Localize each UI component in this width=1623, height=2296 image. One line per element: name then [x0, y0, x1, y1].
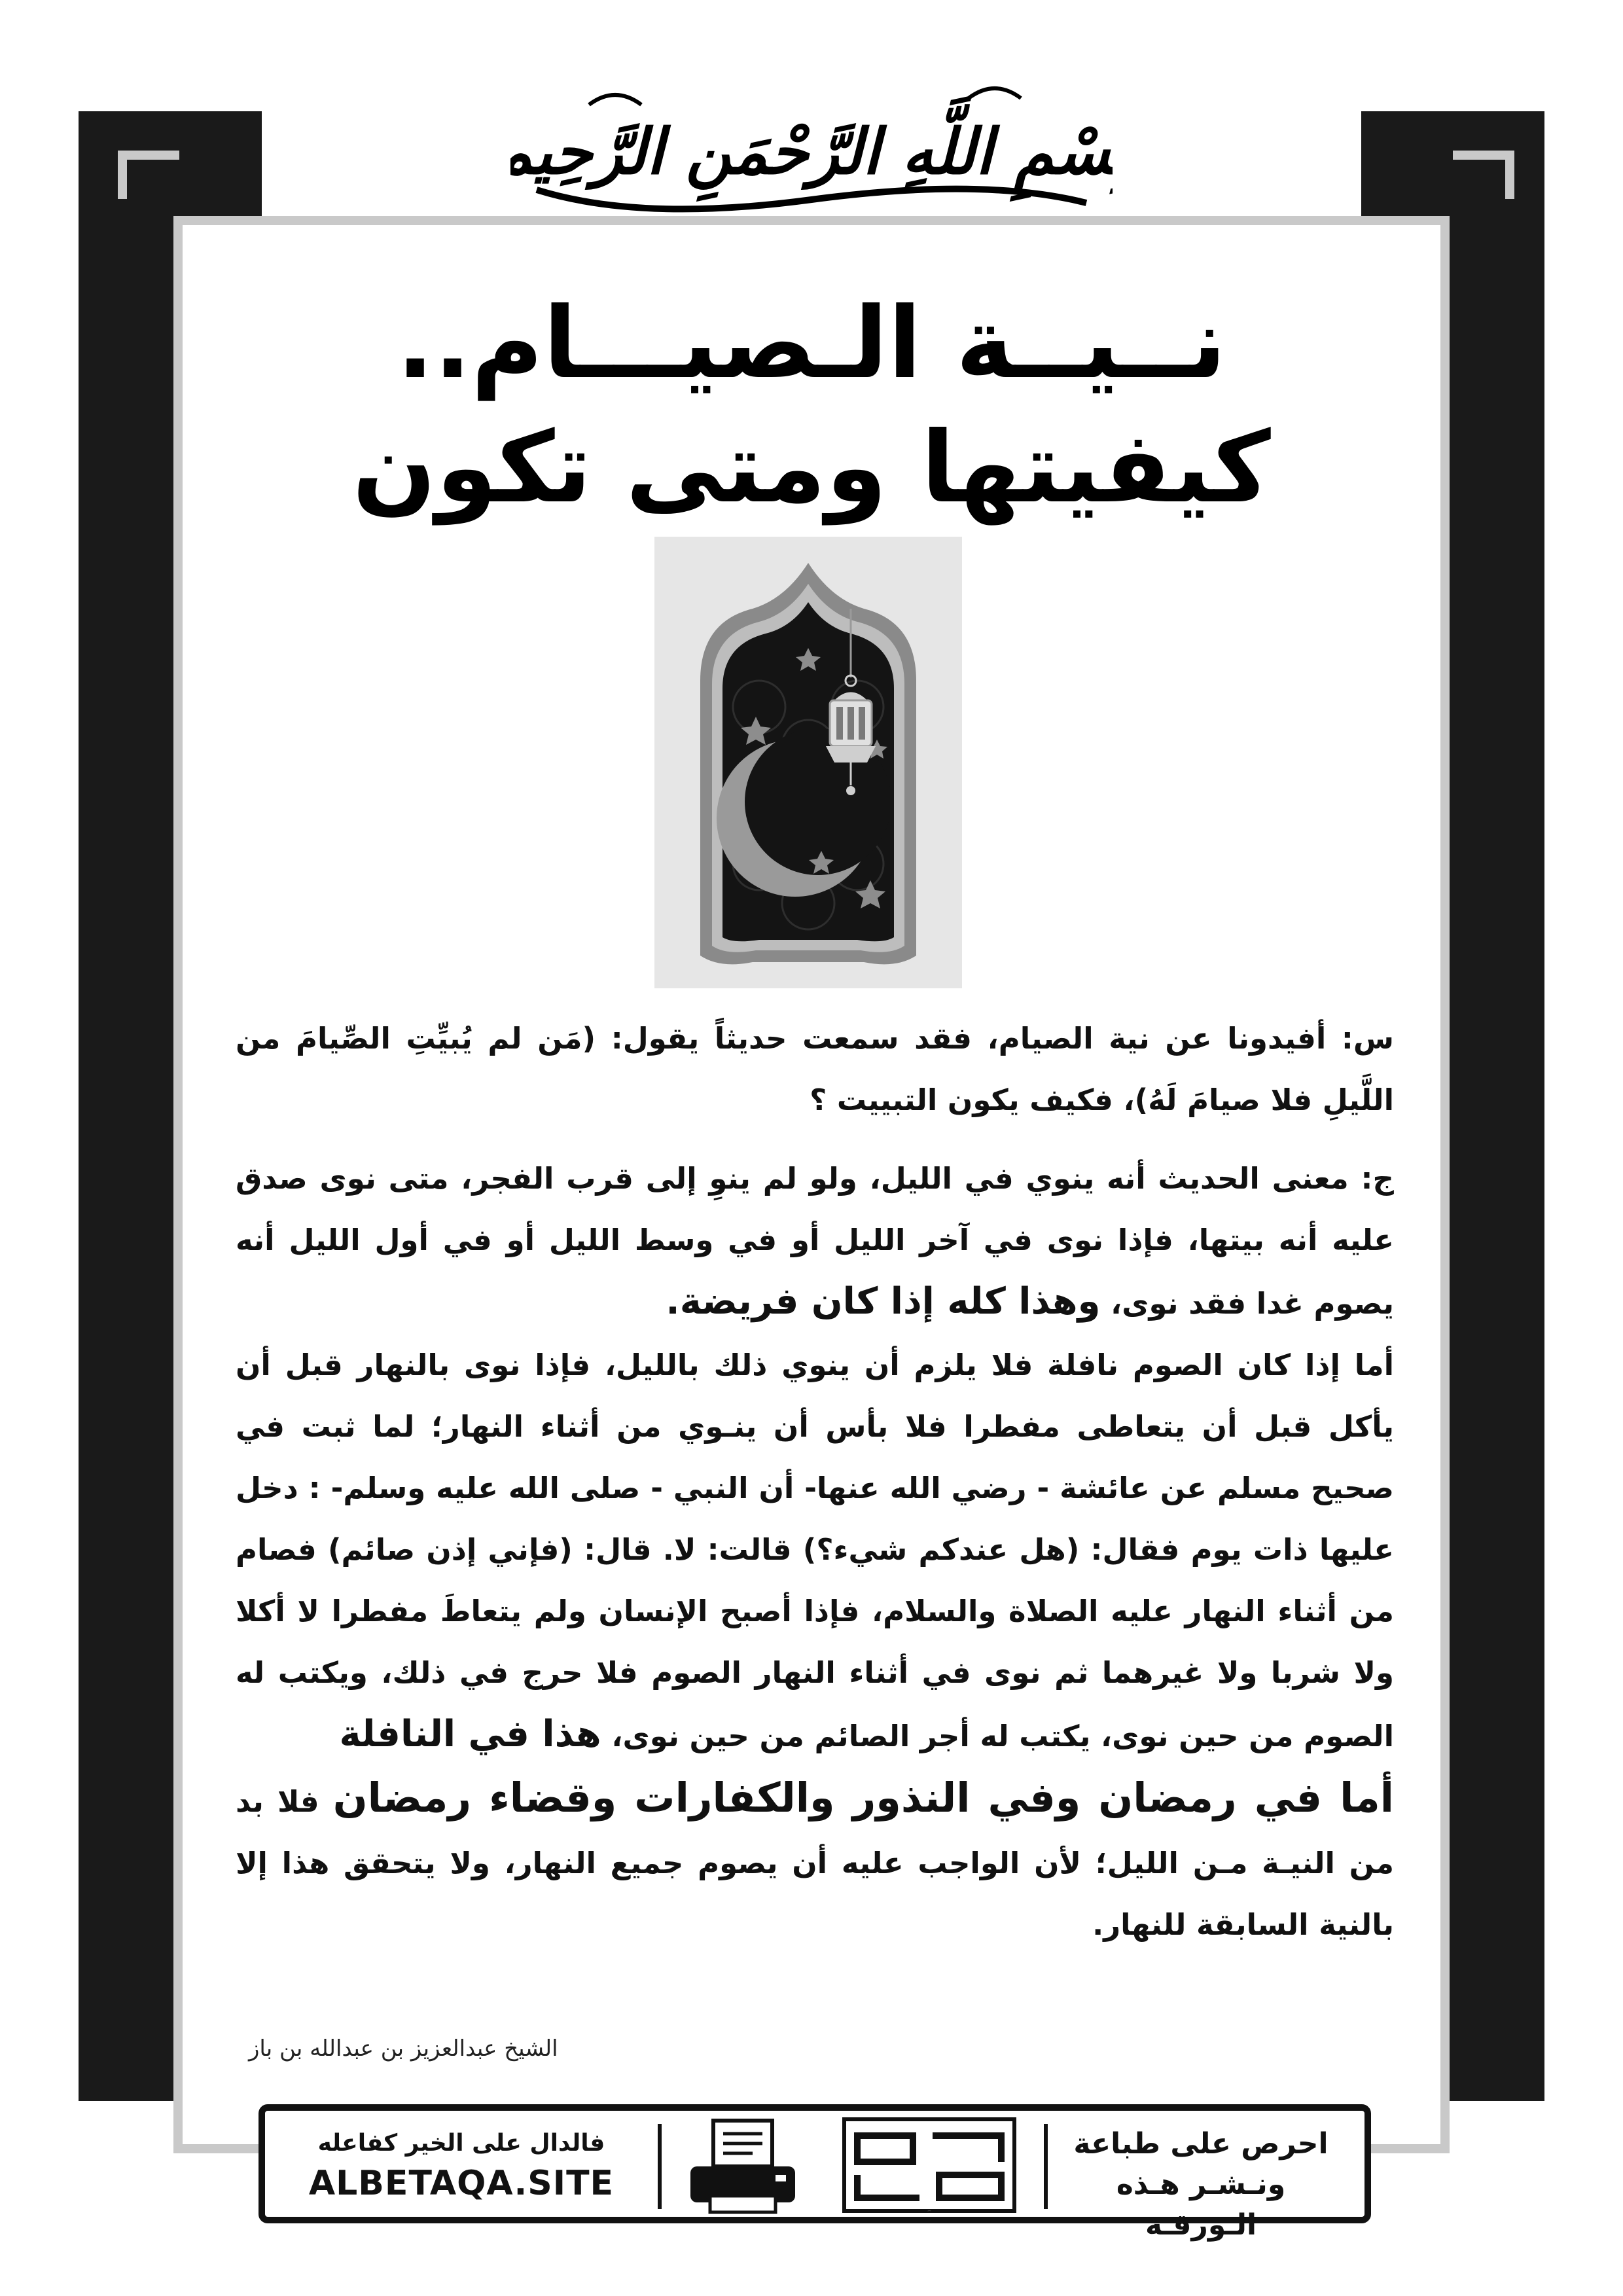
- title-line-2: كيفيتها ومتى تكون: [352, 411, 1271, 525]
- answer-p1-emphasis: وهذا كله إذا كان فريضة.: [666, 1280, 1101, 1323]
- printer-icon: [677, 2117, 808, 2215]
- footer-proverb: فالدال على الخير كفاعله: [317, 2130, 605, 2157]
- answer-paragraph-1: [236, 1148, 1394, 1335]
- illustration-svg: [654, 537, 962, 988]
- question-paragraph: س: أفيدونا عن نية الصيام، فقد سمعت حديثاً يقول: (مَن لم يُبيِّتِ الصِّيامَ من اللَّيلِ فلا صيامَ لَهُ)، فكيف يكون التبييت ؟: [236, 1021, 1394, 1117]
- footer-divider-right: [1044, 2124, 1048, 2209]
- basmala-calligraphy: [510, 59, 1113, 229]
- title-line-1: نــيــة الـصيـــام..: [397, 287, 1226, 401]
- answer-p2-text: أما إذا كان الصوم نافلة فلا يلزم أن ينوي ذلك بالليل، فإذا نوى بالنهار قبل أن يأكل قبل أن يتعاطى مفطرا فلا بأس أن ينـوي من أثناء النهار؛ لما ثبت في صحيح مسلم عن عائشة - رضي الله عنها- أن النبي - صلى الله عليه وسلم- : دخل عليها ذات يوم فقال: (هل عندكم شيء؟) قالت: لا. قال: (فإني إذن صائم) فصام من أثناء النهار عليه الصلاة والسلام، فإذا أصبح الإنسان ولم يتعاطَ مفطرا لا أكلا ولا شربا ولا غيرهما ثم نوى في أثناء النهار الصوم فلا حرج في ذلك، ويكتب له الصوم من حين نوى، يكتب له أجر الصائم من حين نوى،: [236, 1348, 1394, 1753]
- answer-p3-text: فلا بد من النيـة مـن الليل؛ لأن الواجب عليه أن يصوم جميع النهار، ولا يتحقق هذا إلا بالنية السابقة للنهار.: [236, 1784, 1394, 1942]
- answer-p1-text: ج: معنى الحديث أنه ينوي في الليل، ولو لم ينوِ إلى قرب الفجر، متى نوى صدق عليه أنه بيتها، فإذا نوى في آخر الليل أو في وسط الليل أو في أول الليل أنه يصوم غدا فقد نوى،: [236, 1161, 1394, 1321]
- basmala-text: بِسْمِ اللَّهِ الرَّحْمَنِ الرَّحِيمِ: [510, 115, 1113, 188]
- footer-site-info: [291, 2125, 632, 2205]
- answer-p3-emphasis: أما في رمضان وفي النذور والكفارات وقضاء رمضان: [332, 1774, 1394, 1821]
- dawah-logo: [841, 2116, 1018, 2214]
- frame-corner-right: [1453, 151, 1514, 199]
- frame-corner-left: [118, 151, 179, 199]
- logo-text: دعوة الورقة: [927, 2211, 931, 2212]
- ramadan-illustration: [654, 537, 962, 988]
- article-body: [236, 1008, 1394, 1956]
- footer-website[interactable]: ALBETAQA.SITE: [308, 2164, 615, 2203]
- answer-paragraph-3: [236, 1767, 1394, 1956]
- answer-paragraph-2: [236, 1335, 1394, 1767]
- footer-print-notice: [1057, 2124, 1345, 2246]
- footer-print-line-2: ونـشـر هـذه الـورقـة: [1116, 2168, 1286, 2242]
- footer-divider-left: [658, 2124, 662, 2209]
- footer-print-line-1: احرص على طباعة: [1073, 2127, 1329, 2161]
- author-signature: الشيخ عبدالعزيز بن عبدالله بن باز: [249, 2036, 558, 2062]
- footer-banner: [259, 2104, 1371, 2242]
- answer-p2-emphasis: هذا في النافلة: [339, 1713, 601, 1755]
